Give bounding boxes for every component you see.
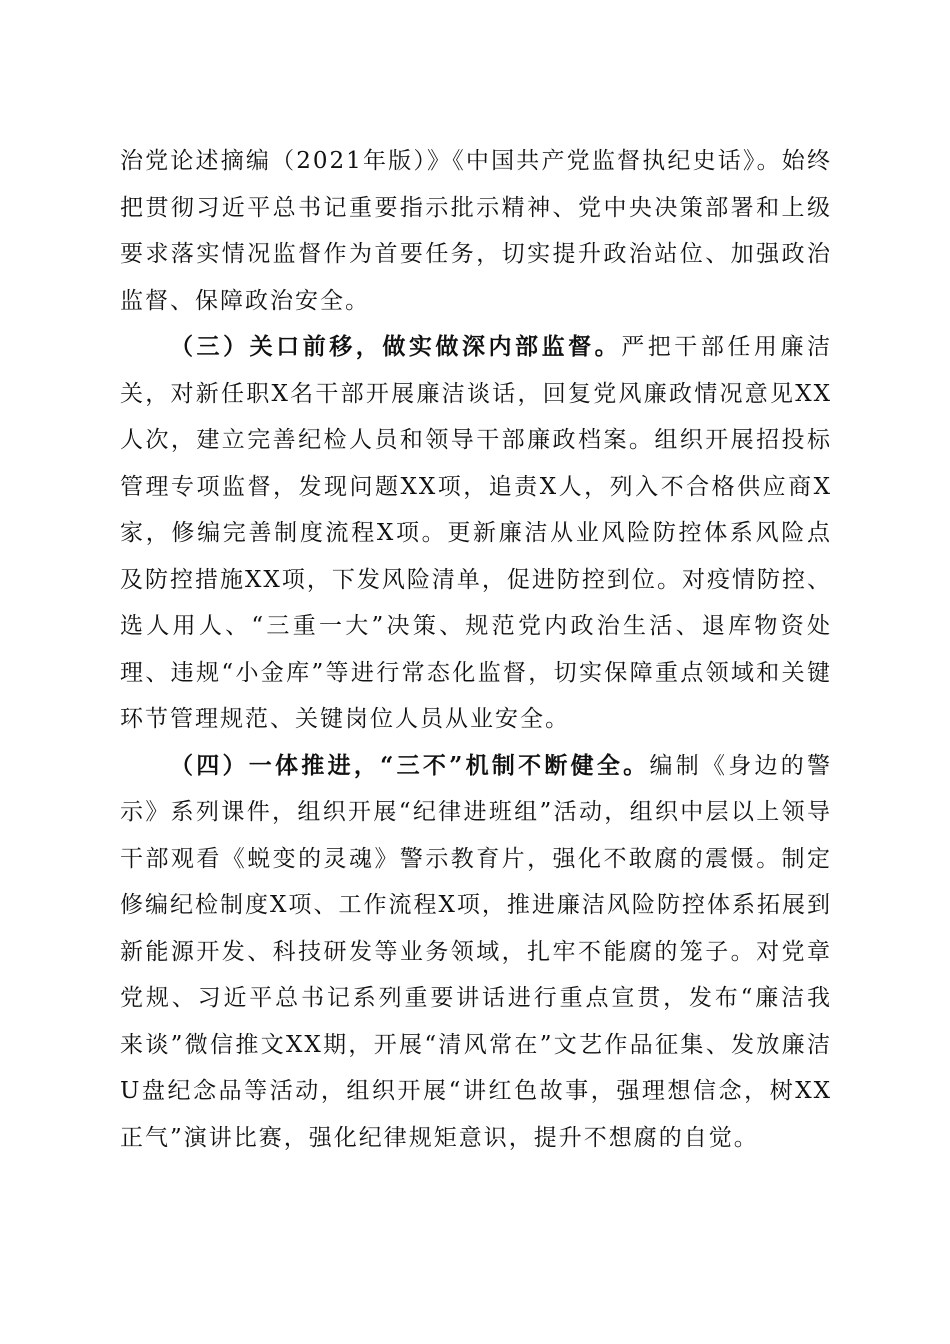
- paragraph-text: 治党论述摘编（2021年版）》《中国共产党监督执纪史话》。始终把贯彻习近平总书记重要指示批示精神、党中央决策部署和上级要求落实情况监督作为首要任务，切实提升政治站位、加强政治监督、保障政治安全。: [120, 148, 832, 314]
- paragraph-text: 严把干部任用廉洁关，对新任职X名干部开展廉洁谈话，回复党风廉政情况意见XX人次，建立完善纪检人员和领导干部廉政档案。组织开展招投标管理专项监督，发现问题XX项，追责X人，列入不合格供应商X家，修编完善制度流程X项。更新廉洁从业风险防控体系风险点及防控措施XX项，下发风险清单，促进防控到位。对疫情防控、选人用人、“三重一大”决策、规范党内政治生活、退库物资处理、违规“小金库”等进行常态化监督，切实保障重点领域和关键环节管理规范、关键岗位人员从业安全。: [120, 334, 833, 732]
- paragraph-continuation: [120, 138, 832, 324]
- section-heading: （三）关口前移，做实做深内部监督。: [170, 333, 622, 360]
- paragraph-text: 编制《身边的警示》系列课件，组织开展“纪律进班组”活动，组织中层以上领导干部观看《蜕变的灵魂》警示教育片，强化不敢腐的震慑。制定修编纪检制度X项、工作流程X项，推进廉洁风险防控体系拓展到新能源开发、科技研发等业务领域，扎牢不能腐的笼子。对党章党规、习近平总书记系列重要讲话进行重点宣贯，发布“廉洁我来谈”微信推文XX期，开展“清风常在”文艺作品征集、发放廉洁U盘纪念品等活动，组织开展“讲红色故事，强理想信念，树XX正气”演讲比赛，强化纪律规矩意识，提升不想腐的自觉。: [120, 752, 833, 1151]
- paragraph-section-four: [120, 743, 832, 1162]
- document-page: [120, 138, 832, 1161]
- section-heading: （四）一体推进，“三不”机制不断健全。: [170, 751, 650, 779]
- paragraph-section-three: [120, 324, 832, 743]
